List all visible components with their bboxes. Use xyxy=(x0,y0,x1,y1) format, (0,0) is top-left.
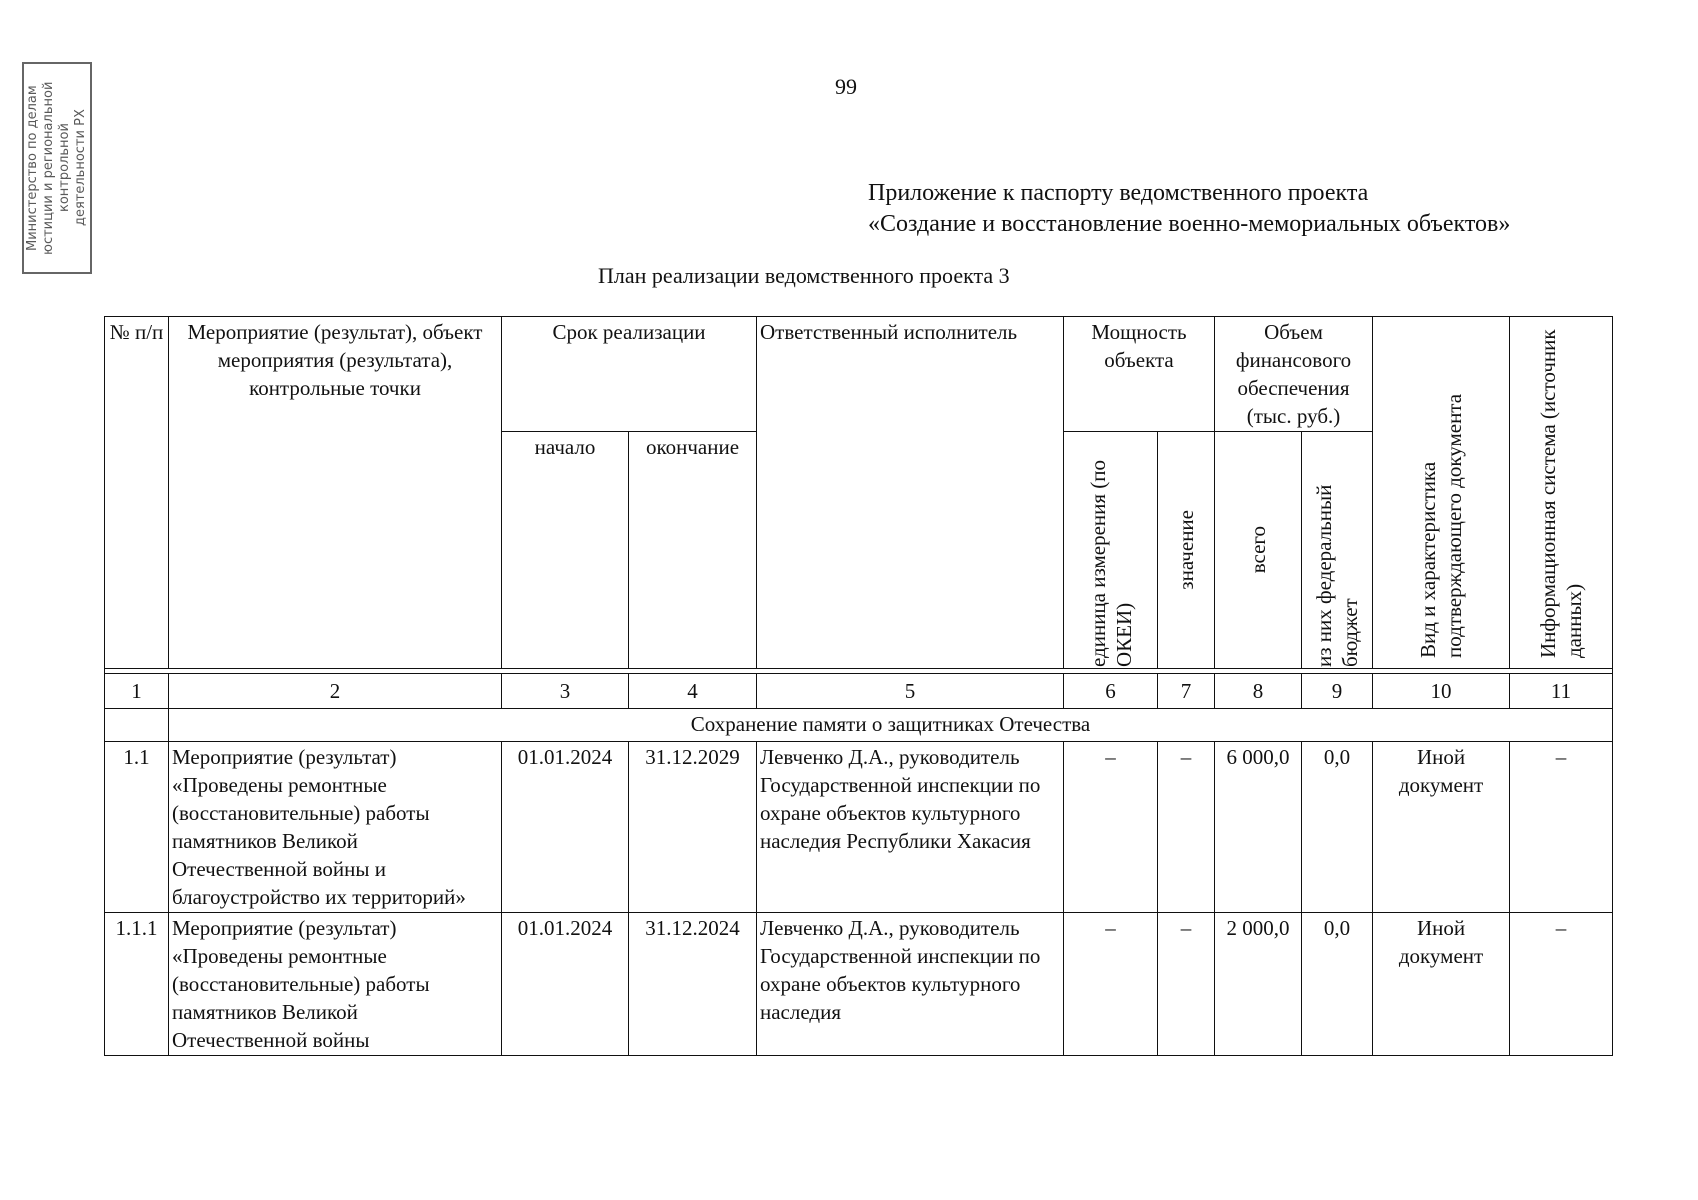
column-number: 8 xyxy=(1215,674,1302,709)
row-value: – xyxy=(1158,913,1215,1056)
row-end: 31.12.2029 xyxy=(629,742,757,913)
header-unit xyxy=(1064,432,1158,669)
appendix-heading xyxy=(868,178,1510,240)
header-event: Мероприятие (результат), объект мероприятия (результата), контрольные точки xyxy=(169,317,502,669)
implementation-plan-table xyxy=(104,316,1613,1056)
column-number: 2 xyxy=(169,674,502,709)
header-value-text: значение xyxy=(1174,510,1198,590)
row-total: 2 000,0 xyxy=(1215,913,1302,1056)
row-num: 1.1.1 xyxy=(105,913,169,1056)
row-end: 31.12.2024 xyxy=(629,913,757,1056)
column-number: 7 xyxy=(1158,674,1215,709)
stamp-line: контрольной xyxy=(57,123,72,213)
column-number: 9 xyxy=(1302,674,1373,709)
table-row xyxy=(105,913,1613,1056)
appendix-line-1: Приложение к паспорту ведомственного проекта xyxy=(868,180,1369,206)
row-event: Мероприятие (результат) «Проведены ремонтные (восстановительные) работы памятников Великой Отечественной войны xyxy=(169,913,502,1056)
header-end: окончание xyxy=(629,432,757,669)
stamp-line: деятельности РХ xyxy=(73,109,88,227)
row-start: 01.01.2024 xyxy=(502,913,629,1056)
page-number: 99 xyxy=(835,74,857,99)
stamp-line: Министерство по делам xyxy=(25,85,40,251)
section-empty-cell xyxy=(105,709,169,742)
header-federal-text: из них федеральный бюджет xyxy=(1312,484,1362,667)
row-executor: Левченко Д.А., руководитель Государственной инспекции по охране объектов культурного наследия xyxy=(757,913,1064,1056)
row-event: Мероприятие (результат) «Проведены ремонтные (восстановительные) работы памятников Великой Отечественной войны и благоустройство их территорий» xyxy=(169,742,502,913)
header-period: Срок реализации xyxy=(502,317,757,432)
row-executor: Левченко Д.А., руководитель Государственной инспекции по охране объектов культурного наследия Республики Хакасия xyxy=(757,742,1064,913)
row-system: – xyxy=(1510,742,1613,913)
header-system-text: Информационная система (источник данных) xyxy=(1536,329,1587,658)
row-total: 6 000,0 xyxy=(1215,742,1302,913)
header-doc xyxy=(1373,317,1510,669)
header-unit-text: единица измерения (по ОКЕИ) xyxy=(1085,459,1136,667)
row-unit: – xyxy=(1064,742,1158,913)
header-start: начало xyxy=(502,432,629,669)
section-row xyxy=(105,709,1613,742)
column-numbers-row xyxy=(105,674,1613,709)
header-total xyxy=(1215,432,1302,669)
row-doc: Иной документ xyxy=(1373,913,1510,1056)
header-system xyxy=(1510,317,1613,669)
row-federal: 0,0 xyxy=(1302,913,1373,1056)
row-start: 01.01.2024 xyxy=(502,742,629,913)
header-value xyxy=(1158,432,1215,669)
header-total-text: всего xyxy=(1246,526,1270,574)
document-title: План реализации ведомственного проекта 3 xyxy=(598,263,1010,288)
column-number: 1 xyxy=(105,674,169,709)
header-executor: Ответственный исполнитель xyxy=(757,317,1064,669)
stamp-line: юстиции и региональной xyxy=(41,81,56,255)
section-title: Сохранение памяти о защитниках Отечества xyxy=(169,709,1613,742)
header-federal xyxy=(1302,432,1373,669)
row-federal: 0,0 xyxy=(1302,742,1373,913)
column-number: 5 xyxy=(757,674,1064,709)
row-unit: – xyxy=(1064,913,1158,1056)
header-num: № п/п xyxy=(105,317,169,669)
table-row xyxy=(105,742,1613,913)
column-number: 11 xyxy=(1510,674,1613,709)
row-value: – xyxy=(1158,742,1215,913)
row-num: 1.1 xyxy=(105,742,169,913)
header-finance: Объем финансового обеспечения (тыс. руб.) xyxy=(1215,317,1373,432)
header-capacity: Мощность объекта xyxy=(1064,317,1215,432)
registration-stamp xyxy=(22,62,92,274)
header-row-1 xyxy=(105,317,1613,432)
row-doc: Иной документ xyxy=(1373,742,1510,913)
column-number: 3 xyxy=(502,674,629,709)
column-number: 6 xyxy=(1064,674,1158,709)
appendix-line-2: «Создание и восстановление военно-мемориальных объектов» xyxy=(868,211,1511,237)
column-number: 4 xyxy=(629,674,757,709)
row-system: – xyxy=(1510,913,1613,1056)
column-number: 10 xyxy=(1373,674,1510,709)
header-doc-text: Вид и характеристика подтверждающего документа xyxy=(1416,393,1467,658)
